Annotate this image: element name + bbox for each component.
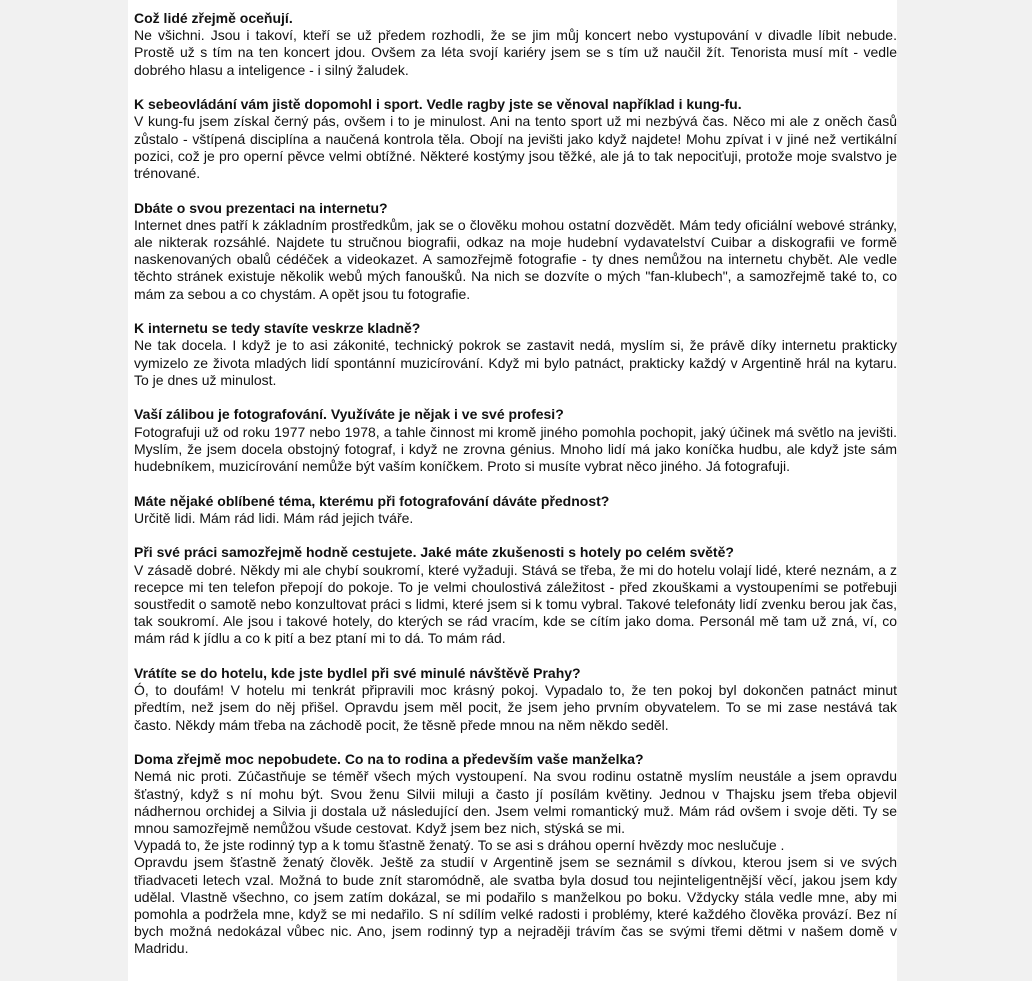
- answer-text: [134, 682, 897, 734]
- answer-paragraph: Ne všichni. Jsou i takoví, kteří se už předem rozhodli, že se jim můj koncert nebo vystupování v divadle líbit nebude. Prostě už s tím na ten koncert jdou. Ovšem za léta svojí kariéry jsem se s tím už naučil žít. Tenorista musí mít - vedle dobrého hlasu a inteligence - i silný žaludek.: [134, 27, 897, 78]
- qa-block: [134, 200, 897, 303]
- answer-paragraph: Internet dnes patří k základním prostředkům, jak se o člověku mohou ostatní dozvědět. Mám tedy oficiální webové stránky, ale nikterak rozsáhlé. Najdete tu stručnou biografii, odkaz na moje hudební vydavatelství Cuibar a diskografii ve formě naskenovaných obalů cédéček a videokazet. A samozřejmě fotografie - ty dnes nemůžou na internetu chybět. Ale vedle těchto stránek existuje několik webů mých fanoušků. Na nich se dozvíte o mých "fan-klubech", a samozřejmě také to, co mám za sebou a co chystám. A opět jsou tu fotografie.: [134, 216, 897, 302]
- answer-text: [134, 562, 897, 648]
- answer-paragraph: Ne tak docela. I když je to asi zákonité, technický pokrok se zastavit nedá, myslím si, že právě díky internetu prakticky vymizelo ze života mladých lidí spontánní muzicírování. Když mi bylo patnáct, prakticky každý v Argentině hrál na kytaru. To je dnes už minulost.: [134, 337, 897, 388]
- question-text: Vaší zálibou je fotografování. Využíváte je nějak i ve své profesi?: [134, 406, 564, 423]
- interview-article: [134, 10, 897, 975]
- question-text: K sebeovládání vám jistě dopomohl i sport. Vedle ragby jste se věnoval například i kung-fu.: [134, 96, 742, 113]
- qa-block: [134, 751, 897, 957]
- answer-paragraph: Opravdu jsem šťastně ženatý člověk. Ještě za studií v Argentině jsem se seznámil s dívkou, kterou jsem si ve svých třiadvaceti letech vzal. Možná to bude znít staromódně, ale svatba byla dosud tou nejinteligentnější věcí, jakou jsem kdy udělal. Vlastně všechno, co jsem zatím dokázal, se mi podařilo s manželkou po boku. Vždycky stála vedle mne, aby mi pomohla a podržela mne, když se mi nedařilo. S ní sdílím velké radosti i problémy, které každého člověka provází. Bez ní bych možná nedokázal vůbec nic. Ano, jsem rodinný typ a nejraději trávím čas se svými třemi dětmi v našem domě v Madridu.: [134, 854, 897, 957]
- qa-block: [134, 665, 897, 734]
- question-text: Doma zřejmě moc nepobudete. Co na to rodina a především vaše manželka?: [134, 751, 644, 768]
- answer-paragraph: Fotografuji už od roku 1977 nebo 1978, a tahle činnost mi kromě jiného pomohla pochopit, jaký účinek má světlo na jevišti. Myslím, že jsem docela obstojný fotograf, i když ne zrovna génius. Mnoho lidí má jako koníčka hudbu, ale když jste sám hudebníkem, muzicírování nemůže být vaším koníčkem. Proto si musíte vybrat něco jiného. Já fotografuji.: [134, 423, 897, 475]
- qa-block: [134, 406, 897, 475]
- answer-paragraph: V kung-fu jsem získal černý pás, ovšem i to je minulost. Ani na tento sport už mi nezbývá čas. Něco mi ale z oněch časů zůstalo - vštípená disciplína a naučená kontrola těla. Obojí na jevišti jako když najdete! Mohu zpívat i v jiné než vertikální pozici, což je pro operní pěvce velmi obtížné. Některé kostýmy jsou těžké, ale já to tak nepociťuji, protože moje svalstvo je trénované.: [134, 113, 897, 182]
- answer-paragraph: Určitě lidi. Mám rád lidi. Mám rád jejich tváře.: [134, 509, 414, 526]
- answer-text: [134, 217, 897, 303]
- question-text: Máte nějaké oblíbené téma, kterému při fotografování dáváte přednost?: [134, 492, 610, 509]
- question-text: Vrátíte se do hotelu, kde jste bydlel při své minulé návštěvě Prahy?: [134, 665, 581, 682]
- question-text: Při své práci samozřejmě hodně cestujete. Jaké máte zkušenosti s hotely po celém světě?: [134, 544, 734, 561]
- answer-text: [134, 337, 897, 389]
- qa-block: [134, 96, 897, 182]
- answer-text: [134, 27, 897, 79]
- answer-paragraph: Vypadá to, že jste rodinný typ a k tomu šťastně ženatý. To se asi s dráhou operní hvězdy moc neslučuje .: [134, 837, 785, 854]
- answer-paragraph: Ó, to doufám! V hotelu mi tenkrát připravili moc krásný pokoj. Vypadalo to, že ten pokoj byl dokončen patnáct minut předtím, než jsem do něj přišel. Opravdu jsem měl pocit, že jsem jeho prvním obyvatelem. To se mi zase nestává tak často. Někdy mám třeba na záchodě pocit, že těsně přede mnou na něm někdo seděl.: [134, 682, 897, 733]
- answer-text: [134, 424, 897, 476]
- answer-text: [134, 113, 897, 182]
- answer-text: [134, 510, 897, 527]
- qa-block: [134, 10, 897, 79]
- question-text: K internetu se tedy stavíte veskrze kladně?: [134, 320, 421, 337]
- answer-paragraph: V zásadě dobré. Někdy mi ale chybí soukromí, které vyžaduji. Stává se třeba, že mi do hotelu volají lidé, které neznám, a z recepce mi ten telefon přepojí do pokoje. To je velmi choulostivá záležitost - před zkouškami a vystoupeními se potřebuji soustředit o samotě nebo konzultovat práci s lidmi, které jsem si k tomu vybral. Takové telefonáty lidí zvenku berou jak čas, tak soukromí. Ale jsou i takové hotely, do kterých se rád vracím, kde se cítím jako doma. Personál mě tam už zná, ví, co mám rád k jídlu a co k pití a bez ptaní mi to dá. To mám rád.: [134, 561, 897, 647]
- page: [128, 0, 897, 981]
- answer-text: [134, 768, 897, 957]
- question-text: Dbáte o svou prezentaci na internetu?: [134, 199, 388, 216]
- qa-block: [134, 544, 897, 647]
- qa-block: [134, 320, 897, 389]
- answer-paragraph: Nemá nic proti. Zúčastňuje se téměř všech mých vystoupení. Na svou rodinu ostatně myslím neustále a jsem opravdu šťastný, když s ní mohu být. Svou ženu Silvii miluji a často jí posílám květiny. Jednou v Thajsku jsem třeba objevil nádhernou orchidej a Silvia ji dostala už následující den. Jsem velmi romantický muž. Mám rád ovšem i svoje děti. Ty se mnou samozřejmě nemůžou všude cestovat. Když jsem bez nich, stýská se mi.: [134, 768, 897, 837]
- question-text: Což lidé zřejmě oceňují.: [134, 10, 293, 26]
- qa-block: [134, 493, 897, 527]
